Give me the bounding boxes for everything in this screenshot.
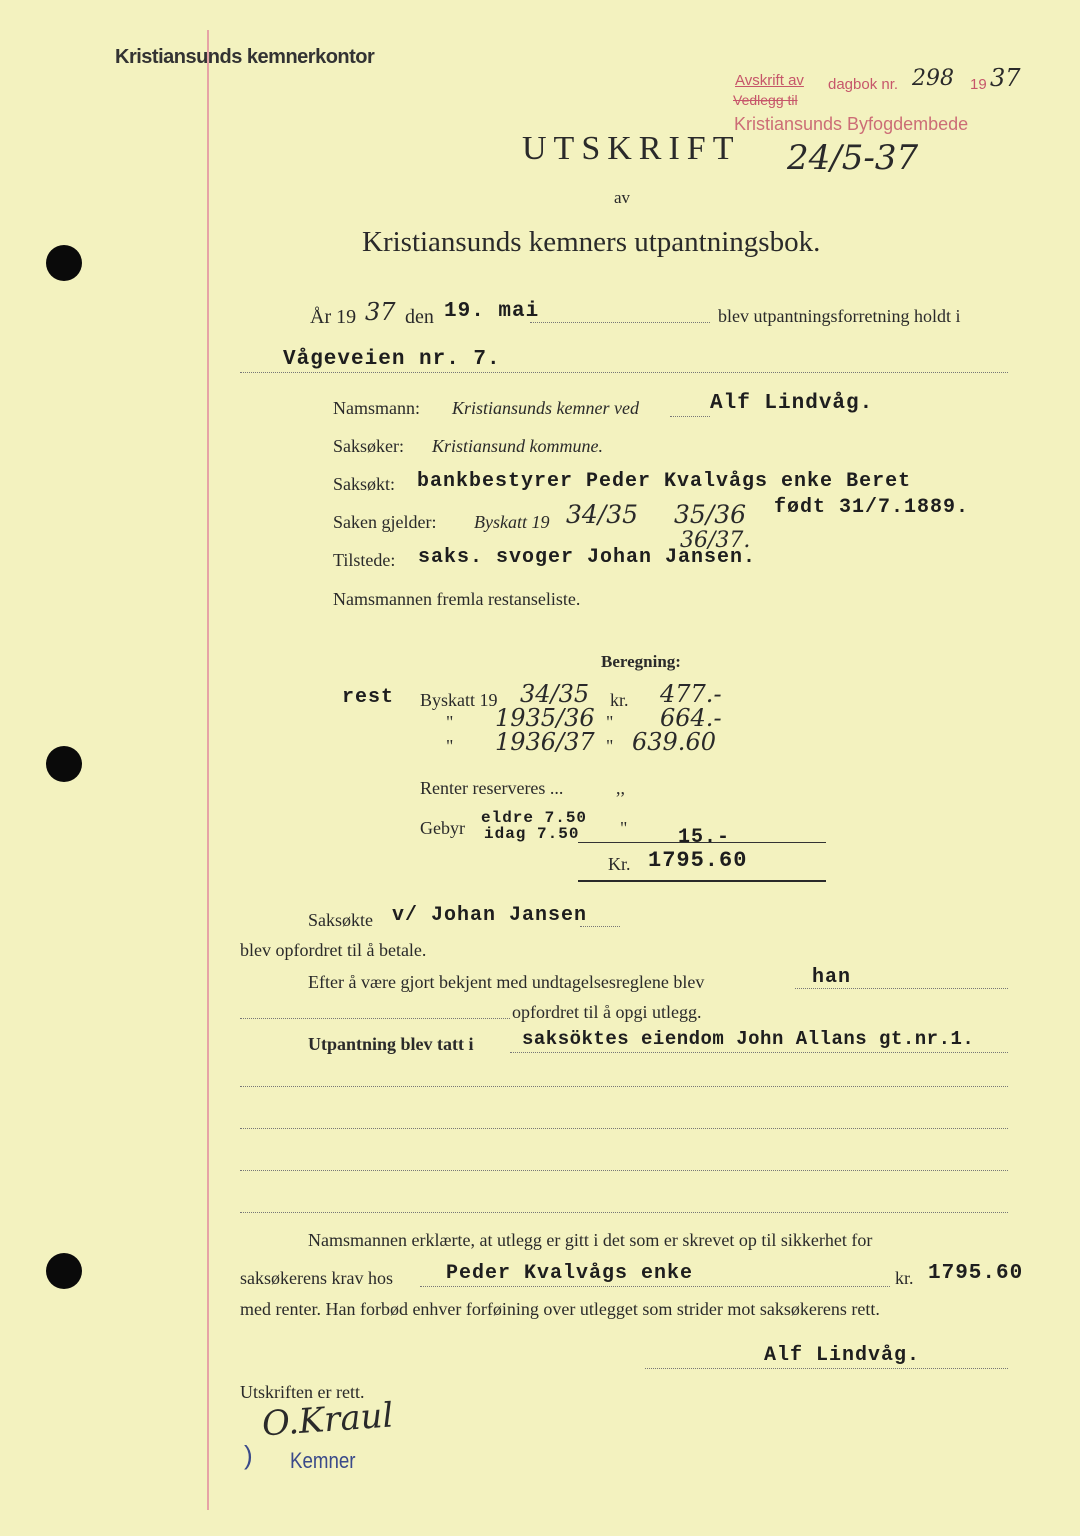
krav-label: saksøkerens krav hos [240, 1268, 393, 1288]
renter-label: Renter reserveres ... [420, 778, 564, 798]
tilstede-label: Tilstede: [333, 550, 396, 570]
krav-kr: kr. [895, 1268, 914, 1288]
gebyr-label: Gebyr [420, 818, 465, 838]
saken-value-3: 36/37. [680, 528, 751, 553]
calc-row-period: 34/35 [520, 680, 590, 708]
tilstede-value: saks. svoger Johan Jansen. [418, 546, 757, 569]
calc-row-amount: 664.- [660, 704, 722, 732]
office-stamp: Kristiansunds kemnerkontor [115, 46, 375, 68]
opgi-text: opfordret til å opgi utlegg. [512, 1002, 702, 1022]
dotted-line [240, 1128, 1008, 1129]
stamp-avskrift: Avskrift av [735, 72, 804, 89]
namsmann-label: Namsmann: [333, 398, 420, 418]
stamp-vedlegg: Vedlegg til [733, 92, 798, 108]
calc-row-unit: " [606, 712, 614, 732]
stamp-year-prefix: 19 [970, 76, 987, 93]
dotted-fill [240, 1018, 510, 1019]
handwritten-signature: O.Kraul [260, 1395, 395, 1445]
dotted-fill [510, 1052, 1008, 1053]
stamp-dagbok-label: dagbok nr. [828, 76, 899, 93]
punch-hole [46, 1253, 82, 1289]
document-subtitle: Kristiansunds kemners utpantningsbok. [362, 226, 821, 258]
calc-row-amount: 639.60 [632, 728, 716, 756]
punch-hole [46, 746, 82, 782]
rett-text: Utskriften er rett. [240, 1382, 365, 1402]
gebyr-amount: 15.- [678, 826, 731, 849]
utpantning-value: saksöktes eiendom John Allans gt.nr.1. [522, 1028, 975, 1050]
place-value: Vågeveien nr. 7. [283, 348, 501, 371]
fodt-value: født 31/7.1889. [774, 496, 970, 519]
krav-amount: 1795.60 [928, 1262, 1024, 1285]
saken-printed: Byskatt 19 [474, 512, 550, 532]
krav-value: Peder Kvalvågs enke [446, 1262, 694, 1285]
stamp-byfogd: Kristiansunds Byfogdembede [734, 114, 969, 134]
gebyr-idag: idag 7.50 [484, 825, 580, 843]
saksoker-label: Saksøker: [333, 436, 404, 456]
dotted-fill [670, 416, 710, 417]
signature-line [645, 1368, 1008, 1369]
saksoker-value: Kristiansund kommune. [432, 436, 603, 456]
total-rule [578, 880, 826, 882]
saksokte-label: Saksøkte [308, 910, 373, 930]
margin-rule [207, 30, 209, 1510]
intro-rest-text: blev utpantningsforretning holdt i [718, 306, 961, 326]
erklaerte-text: Namsmannen erklærte, at utlegg er gitt i det som er skrevet op til sikkerhet for [308, 1230, 873, 1250]
total-amount: 1795.60 [648, 848, 748, 873]
stamp-year-suffix: 37 [990, 64, 1021, 92]
dotted-line [240, 1086, 1008, 1087]
calc-row-period: 1936/37 [495, 728, 595, 756]
signer-name: Alf Lindvåg. [764, 1344, 921, 1367]
calc-row-period: 1935/36 [495, 704, 595, 732]
opfordret-text: blev opfordret til å betale. [240, 940, 427, 960]
namsmann-value: Alf Lindvåg. [710, 392, 874, 415]
saken-value: 34/35 [566, 500, 639, 529]
calc-row-amount: 477.- [660, 680, 722, 708]
saksokt-value: bankbestyrer Peder Kvalvågs enke Beret [417, 470, 912, 493]
title-av: av [614, 188, 631, 207]
dotted-line [240, 1170, 1008, 1171]
calc-row-label: Byskatt 19 [420, 690, 498, 710]
gebyr-eldre: eldre 7.50 [481, 809, 588, 827]
dotted-line [240, 1212, 1008, 1213]
beregning-heading: Beregning: [601, 652, 681, 671]
dotted-line [240, 372, 1008, 373]
sum-rule [578, 842, 826, 843]
renter-mark: ,, [616, 778, 625, 798]
document-title: UTSKRIFT [522, 130, 741, 167]
punch-hole [46, 245, 82, 281]
dotted-fill [530, 322, 710, 323]
saksokt-label: Saksøkt: [333, 474, 396, 494]
dotted-fill [795, 988, 1008, 989]
fremla-text: Namsmannen fremla restanseliste. [333, 589, 581, 609]
stamp-dagbok-nr: 298 [912, 66, 954, 91]
calc-row-label: " [446, 736, 454, 756]
efter-value: han [812, 966, 852, 989]
date-value: 19. mai [444, 300, 540, 323]
utpantning-label: Utpantning blev tatt i [308, 1034, 474, 1054]
dotted-fill [420, 1286, 890, 1287]
rest-label: rest [342, 686, 395, 709]
kemner-bracket: ) [244, 1440, 253, 1470]
kemner-stamp: Kemner [290, 1448, 356, 1473]
calc-row-label: " [446, 712, 454, 732]
renter-text: med renter. Han forbød enhver forføining over utlegget som strider mot saksøkerens rett. [240, 1299, 880, 1319]
saken-value-2: 35/36 [674, 500, 747, 529]
year-value: 37 [365, 298, 396, 326]
saksokte-value: v/ Johan Jansen [392, 904, 588, 927]
calc-row-unit: " [606, 736, 614, 756]
saken-label: Saken gjelder: [333, 512, 437, 532]
gebyr-mark: " [620, 818, 628, 838]
efter-text: Efter å være gjort bekjent med undtagelsesreglene blev [308, 972, 705, 992]
ar-label: År 19 [310, 306, 357, 328]
den-label: den [405, 306, 434, 328]
stamp-date: 24/5-37 [787, 138, 919, 178]
namsmann-printed: Kristiansunds kemner ved [452, 398, 639, 418]
total-label: Kr. [608, 854, 631, 874]
dotted-fill [580, 926, 620, 927]
calc-row-unit: kr. [610, 690, 629, 710]
